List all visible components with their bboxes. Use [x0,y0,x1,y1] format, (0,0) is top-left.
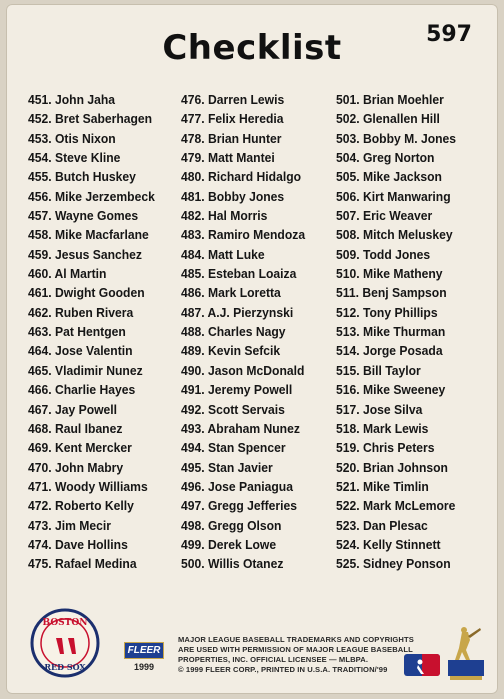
checklist-entry [28,438,175,457]
checklist-entry [181,90,328,109]
entry-player-name: Mike Thurman [362,324,446,340]
entry-player-name: Kent Mercker [54,440,132,456]
entry-player-name: Kirt Manwaring [362,188,451,204]
entry-player-name: Mike Matheny [362,266,443,282]
entry-number: 475. [28,556,52,572]
entry-player-name: Felix Heredia [207,111,284,127]
entry-player-name: Jesus Sanchez [54,246,142,262]
entry-number: 495. [181,459,205,475]
entry-player-name: Willis Otanez [207,556,284,572]
fleer-year: 1999 [133,662,155,672]
entry-player-name: Vladimir Nunez [54,362,143,378]
fleer-logo [124,642,164,672]
entry-player-name: Ruben Rivera [54,304,134,320]
entry-number: 513. [336,324,360,340]
checklist-entry [181,477,328,496]
team-logo-bottom-text: RED SOX [44,662,86,672]
checklist-entry [336,458,483,477]
entry-number: 514. [336,343,360,359]
checklist-entry [28,322,175,341]
checklist-entry [336,90,483,109]
entry-player-name: Charlie Hayes [54,382,136,398]
entry-number: 512. [336,304,360,320]
entry-player-name: Chris Peters [362,440,435,456]
checklist-entry [28,264,175,283]
entry-player-name: Abraham Nunez [207,420,300,436]
entry-player-name: Pat Hentgen [54,324,126,340]
legal-text [178,635,428,675]
entry-player-name: Bobby M. Jones [362,130,457,146]
entry-number: 481. [181,188,205,204]
legal-line: MAJOR LEAGUE BASEBALL TRADEMARKS AND COPYRIGHTS [178,635,414,644]
entry-player-name: Roberto Kelly [54,498,134,514]
red-sox-logo-icon [30,608,100,678]
entry-number: 498. [181,517,205,533]
entry-number: 520. [336,459,360,475]
entry-player-name: Wayne Gomes [54,208,139,224]
entry-player-name: Benj Sampson [362,285,447,301]
entry-player-name: Jay Powell [54,401,118,417]
entry-player-name: Derek Lowe [207,536,277,552]
entry-number: 500. [181,556,205,572]
checklist-entry [28,516,175,535]
checklist-entry [181,148,328,167]
entry-player-name: Charles Nagy [207,324,286,340]
checklist-entry [336,167,483,186]
entry-number: 464. [28,343,52,359]
entry-player-name: Bobby Jones [207,188,285,204]
checklist-entry [181,380,328,399]
card [6,4,498,694]
entry-player-name: Otis Nixon [54,130,116,146]
entry-number: 521. [336,478,360,494]
entry-number: 457. [28,208,52,224]
checklist-entry [28,90,175,109]
fleer-brand: FLEER [124,642,164,659]
entry-number: 525. [336,556,360,572]
entry-number: 522. [336,498,360,514]
entry-number: 517. [336,401,360,417]
checklist-entry [336,361,483,380]
checklist-entry [28,554,175,573]
entry-player-name: Sidney Ponson [362,556,451,572]
entry-number: 519. [336,440,360,456]
entry-number: 458. [28,227,52,243]
entry-number: 509. [336,246,360,262]
entry-player-name: Jose Silva [362,401,423,417]
checklist-entry [336,341,483,360]
entry-player-name: Richard Hidalgo [207,169,302,185]
checklist-entry [28,419,175,438]
entry-number: 487. [181,304,205,320]
checklist-entry [181,458,328,477]
checklist-entry [181,206,328,225]
entry-number: 478. [181,130,205,146]
checklist-entry [181,225,328,244]
checklist-entry [181,322,328,341]
legal-line: © 1999 FLEER CORP., PRINTED IN U.S.A. TRADITION/'99 [178,665,388,674]
entry-number: 491. [181,382,205,398]
entry-number: 502. [336,111,360,127]
entry-number: 460. [28,266,52,282]
entry-number: 468. [28,420,52,436]
checklist-entry [336,129,483,148]
checklist-entry [336,187,483,206]
entry-number: 459. [28,246,52,262]
entry-player-name: Brian Johnson [362,459,448,475]
entry-player-name: Hal Morris [207,208,268,224]
checklist-entry [28,129,175,148]
entry-player-name: Mike Timlin [362,478,429,494]
checklist-entry [181,283,328,302]
checklist-entry [336,264,483,283]
entry-number: 499. [181,536,205,552]
entry-number: 501. [336,92,360,107]
entry-player-name: Dwight Gooden [54,285,145,301]
entry-number: 477. [181,111,205,127]
checklist-entry [28,535,175,554]
entry-number: 503. [336,130,360,146]
entry-number: 482. [181,208,205,224]
entry-player-name: Dan Plesac [362,517,428,533]
entry-number: 461. [28,285,52,301]
legal-line: ARE USED WITH PERMISSION OF MAJOR LEAGUE BASEBALL [178,645,413,654]
entry-player-name: Bill Taylor [362,362,421,378]
entry-player-name: Jason McDonald [207,362,305,378]
team-logo-top-text: BOSTON [42,618,88,628]
entry-number: 453. [28,130,52,146]
entry-number: 505. [336,169,360,185]
checklist-entry [181,361,328,380]
entry-number: 473. [28,517,52,533]
entry-player-name: Raul Ibanez [54,420,123,436]
checklist-entry [336,283,483,302]
entry-number: 470. [28,459,52,475]
entry-number: 516. [336,382,360,398]
checklist-entry [181,554,328,573]
checklist-entry [28,225,175,244]
entry-number: 489. [181,343,205,359]
checklist-entry [181,535,328,554]
entry-player-name: John Jaha [54,92,116,107]
entry-player-name: Glenallen Hill [362,111,440,127]
entry-number: 492. [181,401,205,417]
entry-number: 515. [336,362,360,378]
entry-player-name: Bret Saberhagen [54,111,153,127]
entry-player-name: Jose Paniagua [207,478,293,494]
checklist-entry [336,245,483,264]
checklist-entry [336,554,483,573]
entry-number: 465. [28,362,52,378]
checklist-entry [28,341,175,360]
checklist-entry [28,167,175,186]
entry-player-name: Butch Huskey [54,169,136,185]
entry-number: 451. [28,92,52,107]
entry-number: 518. [336,420,360,436]
entry-player-name: Greg Norton [362,150,435,166]
entry-player-name: Matt Mantei [207,150,275,166]
entry-number: 484. [181,246,205,262]
entry-number: 467. [28,401,52,417]
entry-number: 462. [28,304,52,320]
checklist-entry [28,400,175,419]
entry-number: 494. [181,440,205,456]
entry-number: 480. [181,169,205,185]
checklist-entry [336,206,483,225]
entry-number: 452. [28,111,52,127]
entry-player-name: Jim Mecir [54,517,111,533]
entry-number: 454. [28,150,52,166]
entry-number: 456. [28,188,52,204]
entry-player-name: Jeremy Powell [207,382,293,398]
entry-number: 490. [181,362,205,378]
checklist-entry [336,535,483,554]
entry-number: 508. [336,227,360,243]
checklist-entry [28,458,175,477]
entry-player-name: Kevin Sefcik [207,343,281,359]
entry-number: 472. [28,498,52,514]
entry-number: 466. [28,382,52,398]
entry-player-name: Mike Jackson [362,169,442,185]
entry-player-name: Ramiro Mendoza [207,227,306,243]
checklist-entry [181,129,328,148]
checklist-entry [336,303,483,322]
checklist-entry [181,496,328,515]
entry-player-name: Todd Jones [362,246,431,262]
entry-player-name: A.J. Pierzynski [207,304,294,320]
entry-number: 524. [336,536,360,552]
checklist-entry [181,400,328,419]
hall-of-fame-icon [444,626,488,684]
entry-player-name: Brian Moehler [362,92,444,107]
entry-player-name: Mark Lewis [362,420,429,436]
entry-player-name: Stan Spencer [207,440,286,456]
card-number: 597 [426,22,472,47]
checklist-entry [28,148,175,167]
checklist-column-2 [181,90,341,574]
entry-player-name: Gregg Jefferies [207,498,298,514]
entry-number: 471. [28,478,52,494]
checklist-entry [336,400,483,419]
checklist-entry [181,245,328,264]
entry-player-name: Brian Hunter [207,130,282,146]
entry-number: 523. [336,517,360,533]
entry-player-name: Al Martin [54,266,107,282]
entry-number: 493. [181,420,205,436]
entry-player-name: Mark Loretta [207,285,281,301]
checklist-entry [181,516,328,535]
checklist-entry [28,303,175,322]
checklist-entry [181,264,328,283]
checklist-entry [336,419,483,438]
entry-player-name: Mike Macfarlane [54,227,149,243]
checklist-entry [336,516,483,535]
entry-player-name: Jose Valentin [54,343,133,359]
checklist-entry [28,477,175,496]
entry-number: 506. [336,188,360,204]
checklist-entry [336,148,483,167]
entry-number: 507. [336,208,360,224]
entry-player-name: Scott Servais [207,401,285,417]
entry-player-name: Esteban Loaiza [207,266,297,282]
entry-number: 483. [181,227,205,243]
entry-number: 488. [181,324,205,340]
entry-number: 504. [336,150,360,166]
checklist-entry [28,283,175,302]
entry-number: 496. [181,478,205,494]
entry-number: 479. [181,150,205,166]
entry-number: 485. [181,266,205,282]
checklist-entry [336,109,483,128]
checklist-entry [28,187,175,206]
entry-number: 463. [28,324,52,340]
entry-player-name: Matt Luke [207,246,265,262]
entry-number: 511. [336,285,359,301]
checklist-entry [336,496,483,515]
entry-player-name: Mitch Meluskey [362,227,453,243]
entry-player-name: Mike Sweeney [362,382,446,398]
checklist-entry [28,109,175,128]
entry-player-name: Jorge Posada [362,343,443,359]
entry-player-name: Dave Hollins [54,536,128,552]
entry-number: 474. [28,536,52,552]
entry-player-name: Kelly Stinnett [362,536,441,552]
page-title: Checklist [162,28,342,68]
entry-number: 486. [181,285,205,301]
entry-player-name: Gregg Olson [207,517,282,533]
entry-player-name: John Mabry [54,459,124,475]
entry-number: 455. [28,169,52,185]
legal-line: PROPERTIES, INC. OFFICIAL LICENSEE — MLBPA. [178,655,369,664]
checklist-entry [181,341,328,360]
entry-player-name: Eric Weaver [362,208,433,224]
entry-player-name: Steve Kline [54,150,121,166]
entry-number: 476. [181,92,205,107]
entry-player-name: Darren Lewis [207,92,285,107]
checklist-entry [181,109,328,128]
entry-player-name: Woody Williams [54,478,148,494]
checklist-entry [336,477,483,496]
checklist-entry [28,206,175,225]
checklist-entry [28,496,175,515]
checklist-entry [28,245,175,264]
checklist-entry [181,419,328,438]
checklist-entry [336,438,483,457]
entry-player-name: Mike Jerzembeck [54,188,155,204]
checklist-entry [336,380,483,399]
entry-player-name: Tony Phillips [362,304,438,320]
entry-number: 510. [336,266,360,282]
checklist-entry [336,322,483,341]
mlb-logo-icon [404,654,440,676]
checklist-entry [181,187,328,206]
entry-number: 469. [28,440,52,456]
checklist-entry [336,225,483,244]
checklist-entry [28,361,175,380]
checklist-entry [28,380,175,399]
entry-player-name: Rafael Medina [54,556,137,572]
checklist-entry [181,438,328,457]
entry-player-name: Stan Javier [207,459,273,475]
checklist-column-1 [28,90,188,574]
checklist-entry [181,167,328,186]
entry-player-name: Mark McLemore [362,498,456,514]
entry-number: 497. [181,498,205,514]
checklist-entry [181,303,328,322]
checklist-column-3 [336,90,496,574]
